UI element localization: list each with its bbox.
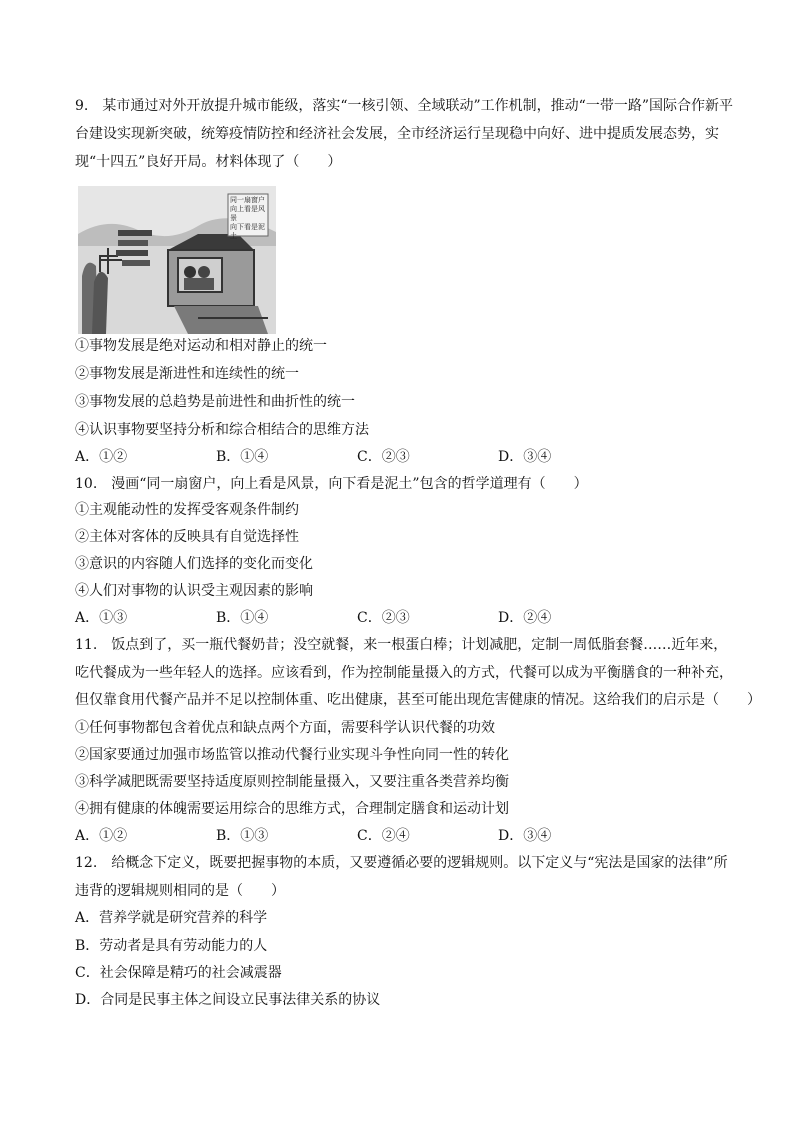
- q9-statement-4: ④认识事物要坚持分析和综合相结合的思维方法: [75, 422, 369, 438]
- q12-option-a[interactable]: A．营养学就是研究营养的科学: [75, 910, 268, 926]
- q11-statement-2: ②国家要通过加强市场监管以推动代餐行业实现斗争性向同一性的转化: [75, 747, 509, 763]
- q11-line-1: 11. 饭点到了，买一瓶代餐奶昔；没空就餐，来一根蛋白棒；计划减肥，定制一周低脂套餐……近年来，: [75, 637, 728, 653]
- q10-statement-4: ④人们对事物的认识受主观因素的影响: [75, 583, 313, 599]
- q12-option-b[interactable]: B．劳动者是具有劳动能力的人: [75, 938, 268, 954]
- cartoon-caption-line-2: 向上看是风景: [230, 205, 265, 222]
- q10-option-a[interactable]: A．①③: [75, 610, 128, 626]
- q9-line-2: 台建设实现新突破，统筹疫情防控和经济社会发展，全市经济运行呈现稳中向好、进中提质发展态势，实: [75, 126, 719, 142]
- q11-statement-4: ④拥有健康的体魄需要运用综合的思维方式，合理制定膳食和运动计划: [75, 801, 509, 817]
- q10-option-b[interactable]: B．①④: [216, 610, 269, 626]
- q12-line-1: 12. 给概念下定义，既要把握事物的本质，又要遵循必要的逻辑规则。以下定义与“宪法是国家的法律”所: [75, 855, 728, 871]
- q11-option-c[interactable]: C．②④: [357, 828, 410, 844]
- q11-line-3: 但仅靠食用代餐产品并不足以控制体重、吃出健康，甚至可能出现危害健康的情况。这给我们的启示是（ ）: [75, 692, 761, 708]
- q9-statement-1: ①事物发展是绝对运动和相对静止的统一: [75, 338, 327, 354]
- q9-statement-3: ③事物发展的总趋势是前进性和曲折性的统一: [75, 394, 355, 410]
- q9-option-d[interactable]: D．③④: [498, 449, 552, 465]
- q10-option-c[interactable]: C．②③: [357, 610, 410, 626]
- q9-option-b[interactable]: B．①④: [216, 449, 269, 465]
- q9-option-c[interactable]: C．②③: [357, 449, 410, 465]
- q11-statement-1: ①任何事物都包含着优点和缺点两个方面，需要科学认识代餐的功效: [75, 720, 495, 736]
- q10-line-1: 10. 漫画“同一扇窗户，向上看是风景，向下看是泥土”包含的哲学道理有（ ）: [75, 476, 588, 492]
- cartoon-caption: [230, 196, 270, 241]
- q12-option-c[interactable]: C．社会保障是精巧的社会减震器: [75, 965, 282, 981]
- q11-line-2: 吃代餐成为一些年轻人的选择。应该看到，作为控制能量摄入的方式，代餐可以成为平衡膳食的一种补充，: [75, 665, 733, 681]
- q10-option-d[interactable]: D．②④: [498, 610, 552, 626]
- q11-option-a[interactable]: A．①②: [75, 828, 128, 844]
- q10-statement-1: ①主观能动性的发挥受客观条件制约: [75, 502, 299, 518]
- q10-statement-3: ③意识的内容随人们选择的变化而变化: [75, 556, 313, 572]
- q11-option-b[interactable]: B．①③: [216, 828, 269, 844]
- cartoon-caption-line-3: 向下看是泥土: [230, 223, 265, 240]
- q12-option-d[interactable]: D．合同是民事主体之间设立民事法律关系的协议: [75, 992, 381, 1008]
- cartoon-caption-line-1: 同一扇窗户: [230, 196, 265, 204]
- q9-line-3: 现“十四五”良好开局。材料体现了（ ）: [75, 154, 342, 170]
- q11-statement-3: ③科学减肥既需要坚持适度原则控制能量摄入，又要注重各类营养均衡: [75, 774, 509, 790]
- q9-option-a[interactable]: A．①②: [75, 449, 128, 465]
- q9-line-1: 9. 某市通过对外开放提升城市能级，落实“一核引领、全域联动”工作机制，推动“一带一路”国际合作新平: [75, 98, 733, 114]
- q9-statement-2: ②事物发展是渐进性和连续性的统一: [75, 366, 299, 382]
- q12-line-2: 违背的逻辑规则相同的是（ ）: [75, 883, 285, 899]
- q10-statement-2: ②主体对客体的反映具有自觉选择性: [75, 529, 299, 545]
- q11-option-d[interactable]: D．③④: [498, 828, 552, 844]
